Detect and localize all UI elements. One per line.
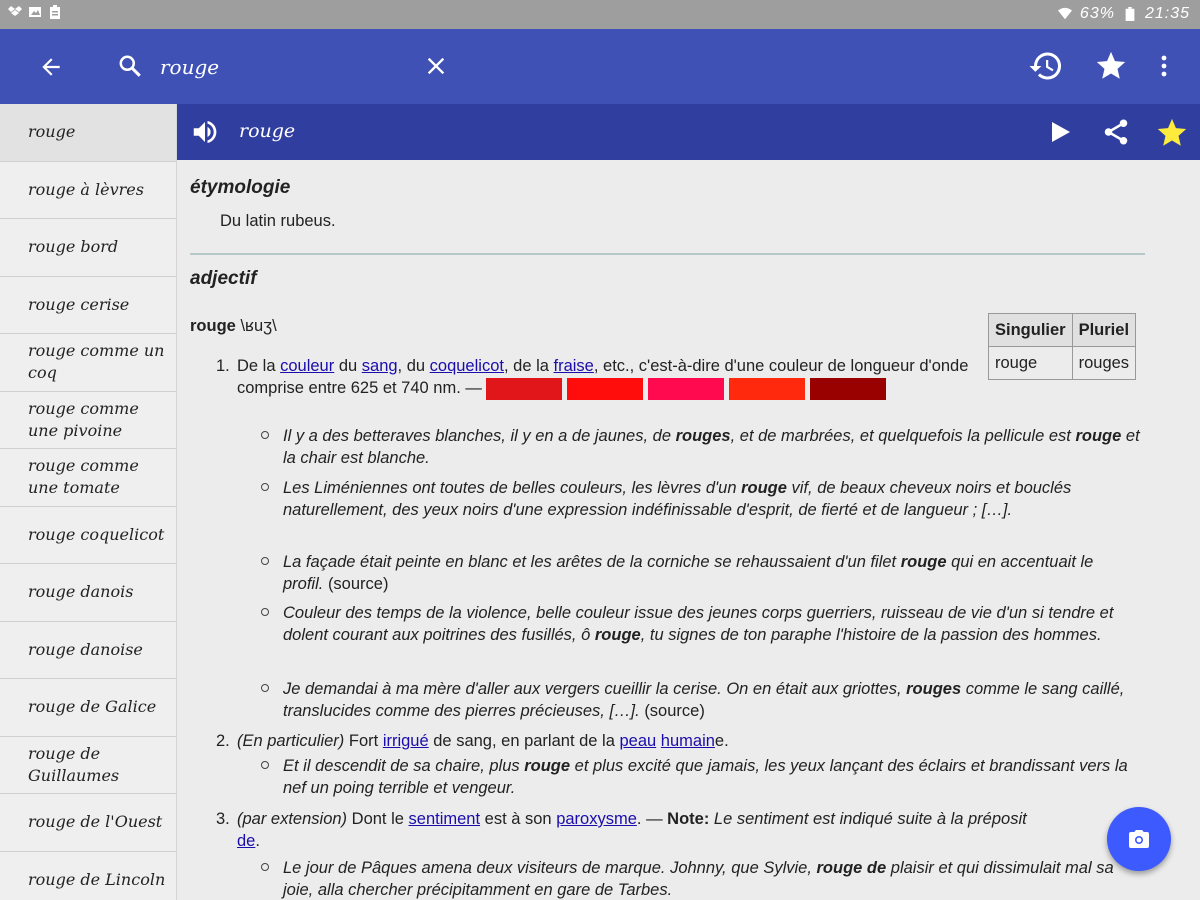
list-item[interactable] — [0, 794, 176, 852]
bullet — [261, 761, 269, 769]
list-item[interactable] — [0, 277, 176, 335]
battery-icon — [1123, 7, 1137, 21]
link-irrigue[interactable]: irrigué — [382, 732, 429, 750]
favorites-star-icon[interactable] — [1094, 49, 1128, 83]
color-swatch — [810, 378, 886, 400]
example-4: Couleur des temps de la violence, belle couleur issue des jeunes corps guerriers, ruisseau de vie d'un si tendre et dolent courant aux poitrines des fusillés, ô rouge, tu signes de ton paraphe l'histoire de la passion des hommes. — [283, 604, 1114, 644]
example-7: Le jour de Pâques amena deux visiteurs de marque. Johnny, que Sylvie, rouge de plaisir et qui dissimulait mal sa joie, alla chercher précipitamment en gare de Tarbes. — [283, 859, 1114, 899]
bullet — [261, 608, 269, 616]
section-divider — [190, 253, 1145, 255]
color-swatch — [486, 378, 562, 400]
list-item-label: rouge de Guillaumes — [28, 743, 120, 785]
list-item-label: rouge de Galice — [28, 697, 157, 717]
color-swatch — [729, 378, 805, 400]
link-fraise[interactable]: fraise — [553, 357, 594, 375]
list-item-label: rouge danoise — [28, 639, 143, 659]
pronunciation: \ʁuʒ\ — [240, 317, 277, 335]
play-icon[interactable] — [1050, 120, 1072, 144]
link-couleur[interactable]: couleur — [280, 357, 335, 375]
search-icon — [117, 53, 143, 79]
etymology-heading: étymologie — [190, 177, 291, 198]
app-toolbar — [0, 29, 1200, 104]
link-paroxysme[interactable]: paroxysme — [556, 810, 637, 828]
list-item[interactable] — [0, 334, 176, 392]
share-icon[interactable] — [1101, 117, 1131, 147]
source-link[interactable]: (source) — [327, 575, 389, 593]
definition-number: 2. — [216, 732, 230, 750]
link-peau[interactable]: peau — [619, 732, 657, 750]
inflection-plural: rouges — [1072, 347, 1135, 380]
example-3: La façade était peinte en blanc et les arêtes de la corniche se rehaussaient d'un filet rouge qui en accentuait le profil. (source) — [283, 553, 1094, 593]
inflection-table — [988, 313, 1136, 380]
speaker-icon[interactable] — [189, 117, 221, 147]
pos-heading: adjectif — [190, 268, 257, 289]
list-item[interactable] — [0, 852, 176, 900]
wifi-icon — [1058, 7, 1072, 21]
link-coquelicot[interactable]: coquelicot — [429, 357, 504, 375]
back-arrow-icon[interactable] — [38, 54, 64, 80]
dropbox-icon — [8, 5, 22, 19]
link-de[interactable]: de — [237, 832, 256, 850]
search-query[interactable]: rouge — [160, 55, 220, 79]
inflection-singular: rouge — [989, 347, 1073, 380]
list-item[interactable] — [0, 507, 176, 565]
list-item[interactable] — [0, 622, 176, 680]
list-item[interactable] — [0, 449, 176, 507]
definition-3: (par extension) Dont le sentiment est à son paroxysme. — Note: Le sentiment est indiqué suite à la préposit de. — [237, 810, 1027, 850]
more-options-icon[interactable] — [1152, 53, 1176, 81]
list-item[interactable] — [0, 679, 176, 737]
source-link[interactable]: (source) — [644, 702, 705, 720]
bullet — [261, 557, 269, 565]
battery-level: 63% — [1079, 5, 1115, 22]
color-swatch — [648, 378, 724, 400]
example-5: Je demandai à ma mère d'aller aux vergers cueillir la cerise. On en était aux griottes, rouges comme le sang caillé, translucides comme des pierres précieuses, […]. (source) — [283, 680, 1125, 720]
list-item[interactable] — [0, 564, 176, 622]
notification-icons — [8, 5, 62, 19]
entry-content — [177, 160, 1200, 900]
list-item-label: rouge de l'Ouest — [28, 812, 163, 832]
history-icon[interactable] — [1028, 48, 1064, 84]
list-item[interactable] — [0, 392, 176, 450]
example-6: Et il descendit de sa chaire, plus rouge et plus excité que jamais, les yeux lançant des éclairs et brandissant vers la nef un poing terrible et vengeur. — [283, 757, 1128, 797]
inflection-header-plural: Pluriel — [1072, 314, 1135, 347]
status-bar — [0, 0, 1200, 29]
example-1: Il y a des betteraves blanches, il y en a de jaunes, de rouges, et de marbrées, et quelquefois la pellicule est rouge et la chair est blanche. — [283, 427, 1140, 467]
definition-2: (En particulier) Fort irrigué de sang, en parlant de la peau humaine. — [237, 732, 729, 750]
link-sentiment[interactable]: sentiment — [408, 810, 481, 828]
list-item-label: rouge comme une tomate — [28, 456, 139, 498]
list-item-label: rouge comme une pivoine — [28, 398, 139, 440]
headword: rouge — [190, 317, 236, 335]
list-item-label: rouge danois — [28, 582, 134, 602]
list-item[interactable] — [0, 162, 176, 220]
camera-icon — [1127, 827, 1151, 851]
link-sang[interactable]: sang — [361, 357, 398, 375]
definition-1: De la couleur du sang, du coquelicot, de la fraise, etc., c'est-à-dire d'une couleur de longueur d'onde comprise entre 625 et 740 nm. — — [237, 355, 977, 400]
clock: 21:35 — [1144, 5, 1190, 22]
entry-header — [177, 104, 1200, 160]
list-item-label: rouge de Lincoln — [28, 869, 166, 889]
image-icon — [28, 5, 42, 19]
camera-fab-button[interactable] — [1107, 807, 1171, 871]
example-2: Les Liméniennes ont toutes de belles couleurs, les lèvres d'un rouge vif, de beaux cheveux noirs et bouclés naturellement, des yeux noirs d'une expression indéfinissable d'esprit, de fierté et de langueur ; […]. — [283, 479, 1072, 519]
bullet — [261, 431, 269, 439]
bullet — [261, 483, 269, 491]
bullet — [261, 684, 269, 692]
list-item-label: rouge — [28, 122, 76, 142]
list-item-label: rouge comme un coq — [28, 341, 165, 383]
bullet — [261, 863, 269, 871]
link-humain[interactable]: humain — [660, 732, 715, 750]
inflection-header-singular: Singulier — [989, 314, 1073, 347]
list-item-label: rouge cerise — [28, 294, 130, 314]
list-item[interactable] — [0, 104, 176, 162]
word-list — [0, 104, 177, 900]
list-item-label: rouge coquelicot — [28, 524, 165, 544]
list-item[interactable] — [0, 737, 176, 795]
color-swatch — [567, 378, 643, 400]
headword-line — [190, 315, 277, 337]
entry-word: rouge — [239, 120, 296, 142]
list-item[interactable] — [0, 219, 176, 277]
clipboard-icon — [48, 5, 62, 19]
clear-search-icon[interactable] — [425, 55, 447, 77]
definition-number: 3. — [216, 810, 230, 828]
definition-number: 1. — [216, 357, 230, 375]
list-item-label: rouge à lèvres — [28, 179, 144, 199]
etymology-text: Du latin rubeus. — [220, 212, 336, 230]
favorite-star-icon[interactable] — [1155, 116, 1189, 150]
list-item-label: rouge bord — [28, 237, 119, 257]
